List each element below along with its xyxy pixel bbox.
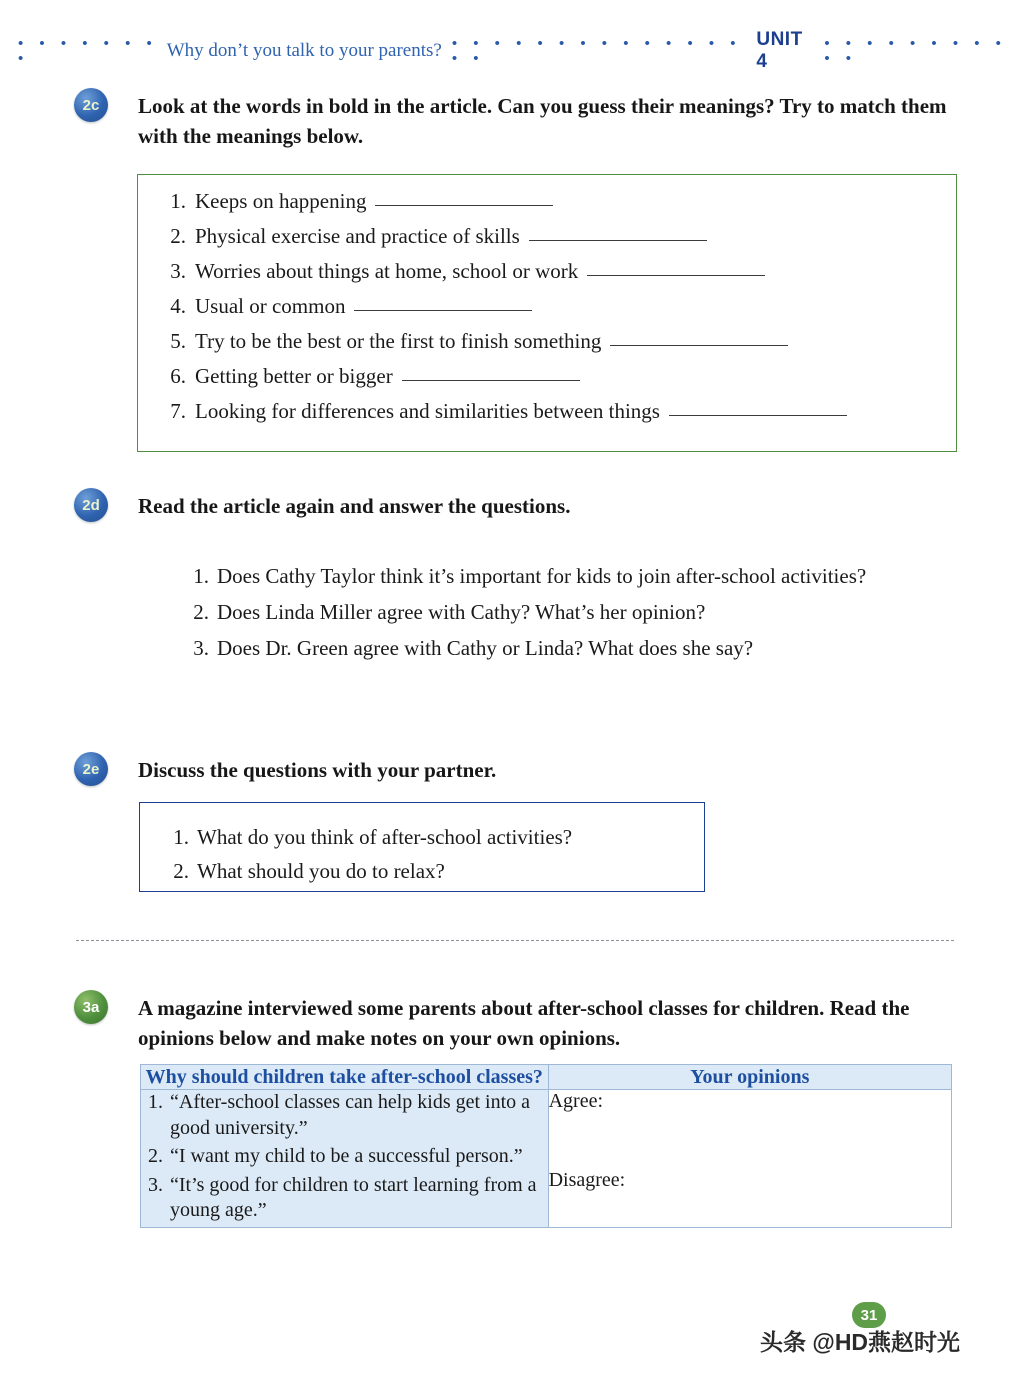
section-badge-2c: 2c	[74, 88, 108, 122]
match-list-2c	[160, 191, 950, 436]
item-text: Keeps on happening	[195, 189, 367, 213]
list-item	[167, 820, 707, 854]
header-title: Why don’t you talk to your parents?	[166, 40, 442, 61]
item-number: 1.	[193, 564, 209, 588]
list-item	[141, 1144, 548, 1170]
section-divider	[76, 940, 954, 941]
page-number: 31	[852, 1302, 886, 1328]
answer-blank[interactable]	[354, 310, 532, 311]
list-item	[160, 191, 950, 226]
list-item	[141, 1173, 548, 1224]
item-text: Does Cathy Taylor think it’s important for kids to join after-school activities?	[217, 564, 867, 588]
item-text: Worries about things at home, school or work	[195, 259, 579, 283]
item-number: 7.	[170, 399, 186, 423]
section-badge-2e: 2e	[74, 752, 108, 786]
item-text: “It’s good for children to start learning from a young age.”	[170, 1173, 537, 1222]
item-number: 3.	[193, 636, 209, 661]
instruction-2c: Look at the words in bold in the article. Can you guess their meanings? Try to match them with the meanings below.	[138, 94, 947, 148]
item-number: 6.	[170, 364, 186, 388]
list-item	[183, 558, 943, 594]
opinions-table	[140, 1064, 952, 1228]
answer-blank[interactable]	[587, 275, 765, 276]
unit-label: UNIT 4	[756, 29, 803, 72]
header-dots-middle: • • • • • • • • • • • • • • • •	[451, 35, 742, 67]
section-badge-2d: 2d	[74, 488, 108, 522]
list-item	[167, 854, 707, 888]
item-number: 2.	[148, 1145, 163, 1168]
answer-blank[interactable]	[669, 415, 847, 416]
item-text: Try to be the best or the first to finish something	[195, 329, 602, 353]
list-item	[160, 296, 950, 331]
item-number: 3.	[170, 259, 186, 283]
item-text: Physical exercise and practice of skills	[195, 224, 520, 248]
item-text: Does Dr. Green agree with Cathy or Linda? What does she say?	[217, 636, 754, 661]
list-item	[160, 261, 950, 296]
answer-blank[interactable]	[402, 380, 580, 381]
table-header-row	[141, 1065, 952, 1090]
answer-blank[interactable]	[375, 205, 553, 206]
item-text: What should you do to relax?	[197, 859, 445, 884]
instruction-2e: Discuss the questions with your partner.	[138, 758, 497, 782]
column-header-right: Your opinions	[548, 1065, 951, 1090]
list-item	[160, 226, 950, 261]
item-text: Does Linda Miller agree with Cathy? What’s her opinion?	[217, 600, 706, 625]
instruction-3a: A magazine interviewed some parents about after-school classes for children. Read the opinions below and make notes on your own opinions.	[138, 996, 910, 1050]
agree-write-space[interactable]	[549, 1113, 951, 1169]
item-number: 3.	[148, 1173, 163, 1196]
item-number: 1.	[170, 189, 186, 213]
page-header	[0, 29, 1024, 72]
item-text: Looking for differences and similarities between things	[195, 399, 660, 423]
list-item	[141, 1090, 548, 1141]
item-number: 1.	[148, 1091, 163, 1113]
watermark: 头条 @HD燕赵时光	[760, 1329, 961, 1355]
item-number: 5.	[170, 329, 186, 353]
answer-blank[interactable]	[529, 240, 707, 241]
item-text: Usual or common	[195, 294, 346, 318]
section-badge-3a: 3a	[74, 990, 108, 1024]
item-number: 2.	[193, 600, 209, 625]
header-dots-right: • • • • • • • • • • •	[824, 35, 1007, 67]
item-text: What do you think of after-school activities?	[197, 825, 573, 849]
agree-label: Agree:	[548, 1090, 604, 1112]
header-dots-left: • • • • • • • •	[18, 35, 158, 67]
column-header-left: Why should children take after-school classes?	[141, 1065, 549, 1090]
table-row	[141, 1090, 952, 1228]
your-opinions-cell[interactable]	[548, 1090, 951, 1228]
item-number: 2.	[170, 224, 186, 248]
list-item	[183, 630, 943, 666]
item-number: 4.	[170, 294, 186, 318]
item-number: 1.	[173, 825, 189, 849]
question-list-2d	[183, 558, 943, 666]
answer-blank[interactable]	[610, 345, 788, 346]
item-text: “I want my child to be a successful person.”	[170, 1145, 523, 1168]
parent-opinions-cell	[141, 1090, 549, 1228]
item-text: Getting better or bigger	[195, 364, 393, 388]
item-text: “After-school classes can help kids get into a good university.”	[170, 1091, 531, 1139]
disagree-label: Disagree:	[548, 1169, 626, 1191]
instruction-2d: Read the article again and answer the questions.	[138, 494, 571, 518]
list-item	[160, 331, 950, 366]
list-item	[160, 401, 950, 436]
list-item	[183, 594, 943, 630]
question-list-2e	[167, 820, 707, 888]
item-number: 2.	[173, 859, 189, 884]
list-item	[160, 366, 950, 401]
